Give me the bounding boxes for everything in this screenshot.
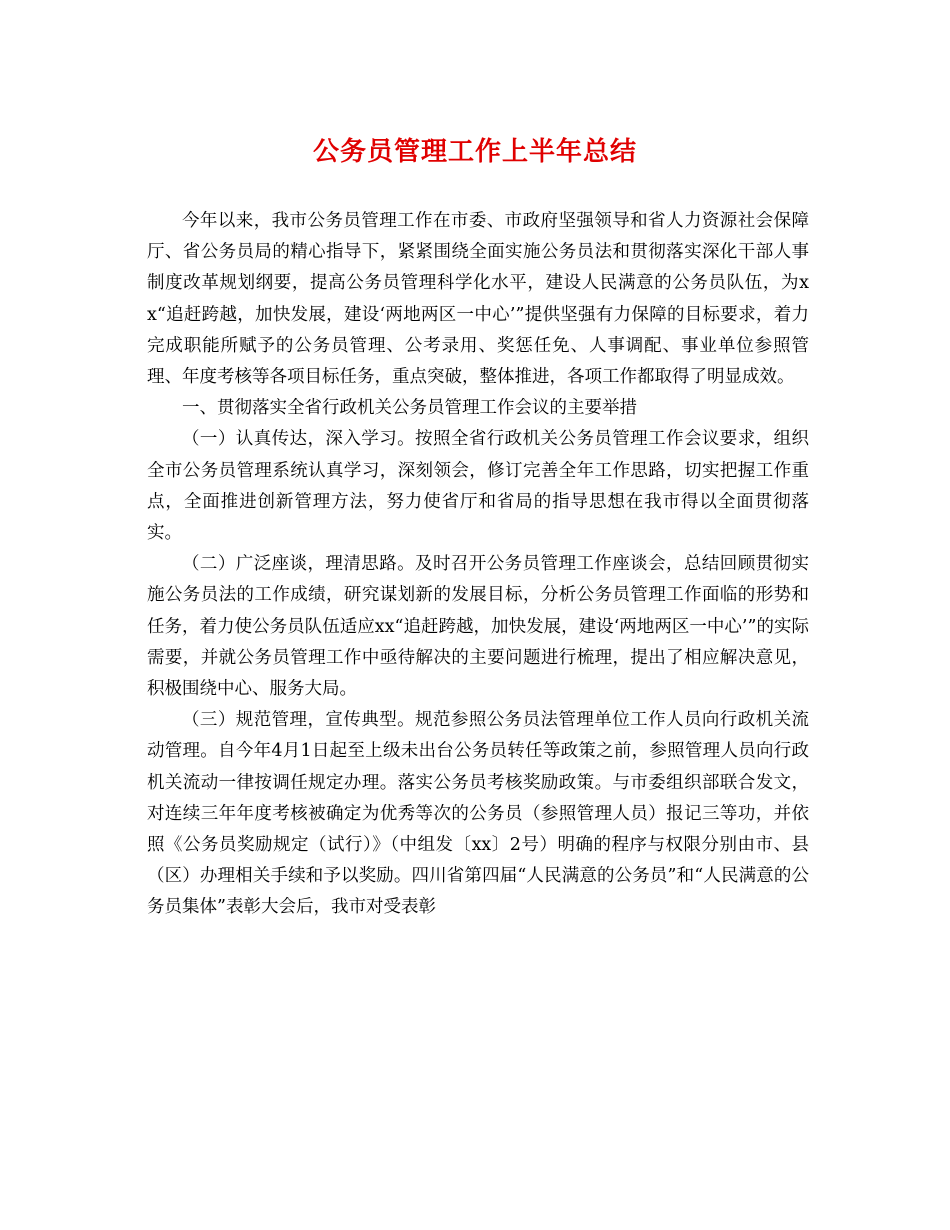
paragraph-subsection-3: （三）规范管理，宣传典型。规范参照公务员法管理单位工作人员向行政机关流动管理。自今年4月1日起至上级未出台公务员转任等政策之前，参照管理人员向行政机关流动一律按调任规定办理。落实公务员考核奖励政策。与市委组织部联合发文，对连续三年年度考核被确定为优秀等次的公务员（参照管理人员）报记三等功，并依照《公务员奖励规定（试行）》（中组发〔xx〕2号）明确的程序与权限分别由市、县（区）办理相关手续和予以奖励。四川省第四届“人民满意的公务员”和“人民满意的公务员集体”表彰大会后，我市对受表彰 [147, 710, 809, 918]
section-heading-1: 一、贯彻落实全省行政机关公务员管理工作会议的主要举措 [182, 398, 637, 419]
document-title: 公务员管理工作上半年总结 [312, 137, 637, 167]
paragraph-subsection-1: （一）认真传达，深入学习。按照全省行政机关公务员管理工作会议要求，组织全市公务员管理系统认真学习，深刻领会，修订完善全年工作思路，切实把握工作重点，全面推进创新管理方法，努力使省厅和省局的指导思想在我市得以全面贯彻落实。 [147, 429, 809, 544]
paragraph-subsection-2: （二）广泛座谈，理清思路。及时召开公务员管理工作座谈会，总结回顾贯彻实施公务员法的工作成绩，研究谋划新的发展目标，分析公务员管理工作面临的形势和任务，着力使公务员队伍适应xx“追赶跨越，加快发展，建设‘两地两区一中心’”的实际需要，并就公务员管理工作中亟待解决的主要问题进行梳理，提出了相应解决意见，积极围绕中心、服务大局。 [147, 554, 809, 700]
paragraph-intro: 今年以来，我市公务员管理工作在市委、市政府坚强领导和省人力资源社会保障厅、省公务员局的精心指导下，紧紧围绕全面实施公务员法和贯彻落实深化干部人事制度改革规划纲要，提高公务员管理科学化水平，建设人民满意的公务员队伍，为xx“追赶跨越，加快发展，建设‘两地两区一中心’”提供坚强有力保障的目标要求，着力完成职能所赋予的公务员管理、公考录用、奖惩任免、人事调配、事业单位参照管理、年度考核等各项目标任务，重点突破，整体推进，各项工作都取得了明显成效。 [147, 211, 809, 388]
document-body [147, 206, 809, 924]
